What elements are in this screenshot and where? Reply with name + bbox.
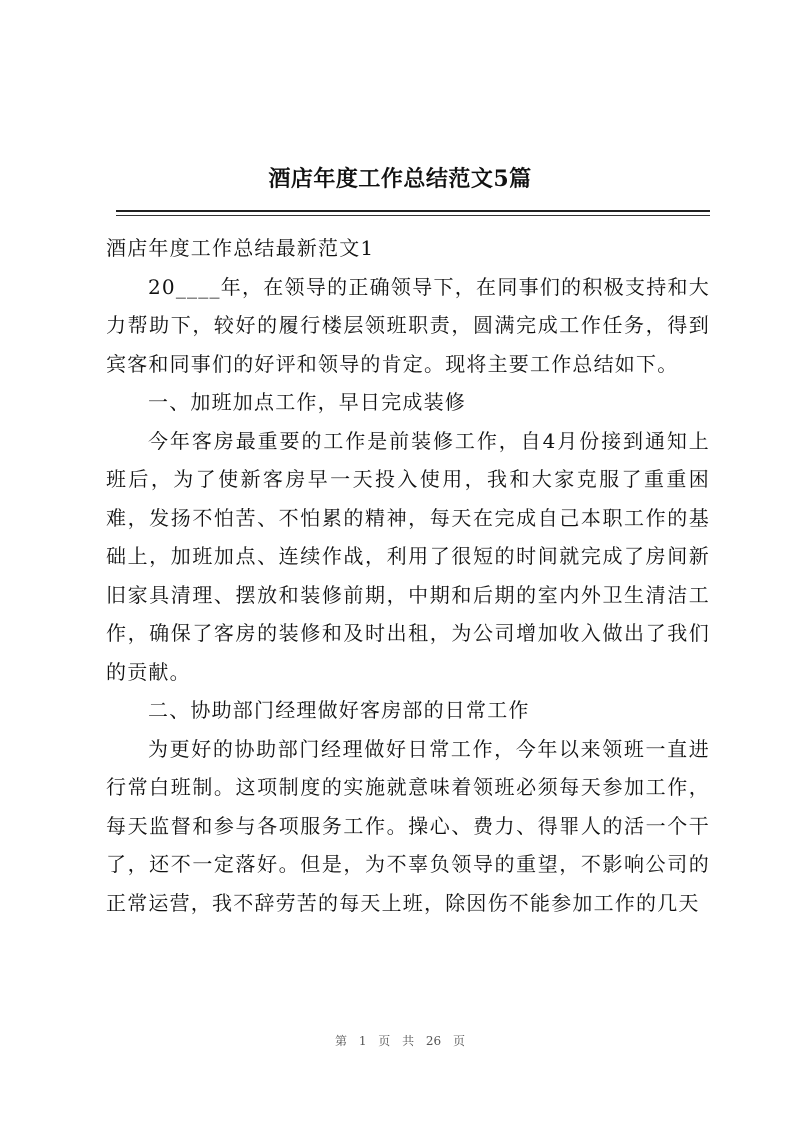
heading-item-1: 一、加班加点工作，早日完成装修	[148, 390, 466, 414]
document-body	[106, 229, 710, 922]
section-heading: 酒店年度工作总结最新范文1	[106, 236, 375, 260]
title-rule-thick	[116, 210, 710, 212]
paragraph-renovation: 今年客房最重要的工作是前装修工作，自4月份接到通知上班后，为了使新客房早一天投入使用，我和大家克服了重重困难，发扬不怕苦、不怕累的精神，每天在完成自己本职工作的基础上，加班加点、连续作战，利用了很短的时间就完成了房间新旧家具清理、摆放和装修前期，中期和后期的室内外卫生清洁工作，确保了客房的装修和及时出租，为公司增加收入做出了我们的贡献。	[106, 428, 710, 684]
title-rule-thin	[116, 215, 710, 216]
page-footer: 第 1 页 共 26 页	[335, 1034, 465, 1048]
heading-item-2: 二、协助部门经理做好客房部的日常工作	[148, 698, 530, 722]
paragraph-daily-work: 为更好的协助部门经理做好日常工作，今年以来领班一直进行常白班制。这项制度的实施就意味着领班必须每天参加工作，每天监督和参与各项服务工作。操心、费力、得罪人的活一个干了，还不一定落好。但是，为不辜负领导的重望，不影响公司的正常运营，我不辞劳苦的每天上班，除因伤不能参加工作的几天	[106, 736, 710, 915]
paragraph-intro: 20____年，在领导的正确领导下，在同事们的积极支持和大力帮助下，较好的履行楼层领班职责，圆满完成工作任务，得到宾客和同事们的好评和领导的肯定。现将主要工作总结如下。	[106, 274, 710, 376]
document-title: 酒店年度工作总结范文5篇	[268, 166, 532, 192]
